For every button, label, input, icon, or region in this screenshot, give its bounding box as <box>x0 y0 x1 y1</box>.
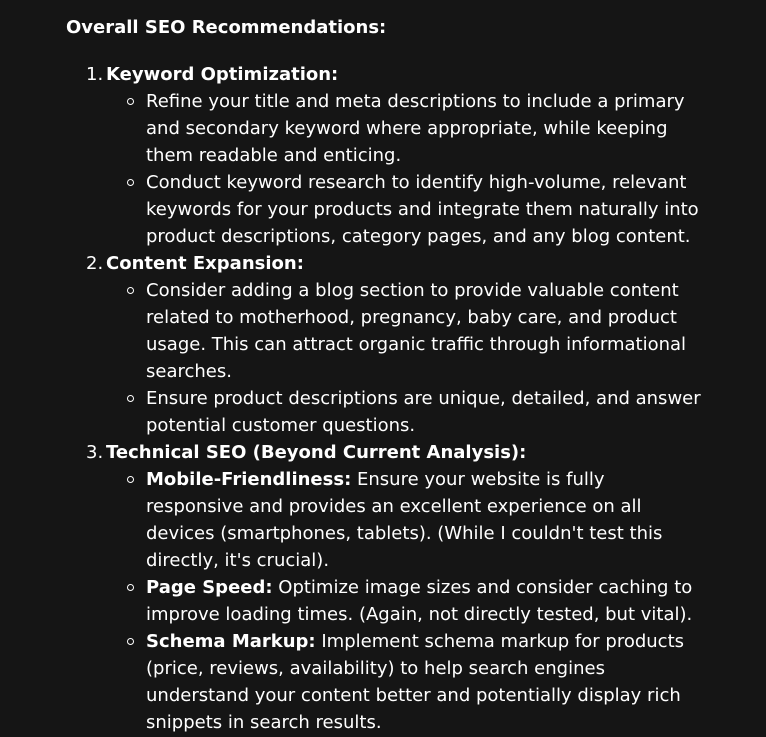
sub-item <box>106 466 706 574</box>
sub-item <box>106 88 706 169</box>
sub-item-text: Ensure your website is fully responsive and provides an excellent experience on all devices (smartphones, tablets). (While I couldn't test this directly, it's crucial). <box>146 469 663 571</box>
list-item-technical-seo <box>66 439 700 736</box>
circle-bullet-icon <box>127 638 134 645</box>
circle-bullet-icon <box>127 395 134 402</box>
sub-item-label: Page Speed: <box>146 577 273 598</box>
item-title: Content Expansion: <box>106 253 304 274</box>
sub-item <box>106 277 706 385</box>
list-item-content-expansion <box>66 250 700 439</box>
list-number: 3. <box>86 442 104 463</box>
sub-item <box>106 169 706 250</box>
sub-item <box>106 385 706 439</box>
circle-bullet-icon <box>127 287 134 294</box>
sub-item-text: Refine your title and meta descriptions to include a primary and secondary keyword where appropriate, while keeping them readable and enticing. <box>146 91 685 166</box>
sub-item-text: Ensure product descriptions are unique, detailed, and answer potential customer questions. <box>146 388 701 436</box>
sub-item-text: Optimize image sizes and consider caching to improve loading times. (Again, not directly tested, but vital). <box>146 577 693 625</box>
sub-item-label: Mobile-Friendliness: <box>146 469 352 490</box>
list-item-keyword-optimization <box>66 61 700 250</box>
circle-bullet-icon <box>127 584 134 591</box>
sub-item <box>106 628 706 736</box>
sub-list <box>106 277 700 439</box>
sub-list <box>106 466 700 736</box>
sub-item-text: Implement schema markup for products (price, reviews, availability) to help search engines understand your content better and potentially display rich snippets in search results. <box>146 631 685 733</box>
item-title: Technical SEO (Beyond Current Analysis): <box>106 442 527 463</box>
recommendation-list <box>66 61 700 736</box>
list-number: 2. <box>86 253 104 274</box>
circle-bullet-icon <box>127 179 134 186</box>
sub-list <box>106 88 700 250</box>
section-heading: Overall SEO Recommendations: <box>66 17 387 38</box>
circle-bullet-icon <box>127 98 134 105</box>
sub-item-text: Consider adding a blog section to provide valuable content related to motherhood, pregnancy, baby care, and product usage. This can attract organic traffic through informational searches. <box>146 280 687 382</box>
item-title: Keyword Optimization: <box>106 64 339 85</box>
list-number: 1. <box>86 64 104 85</box>
sub-item <box>106 574 706 628</box>
sub-item-label: Schema Markup: <box>146 631 316 652</box>
circle-bullet-icon <box>127 476 134 483</box>
sub-item-text: Conduct keyword research to identify high-volume, relevant keywords for your products and integrate them naturally into product descriptions, category pages, and any blog content. <box>146 172 699 247</box>
